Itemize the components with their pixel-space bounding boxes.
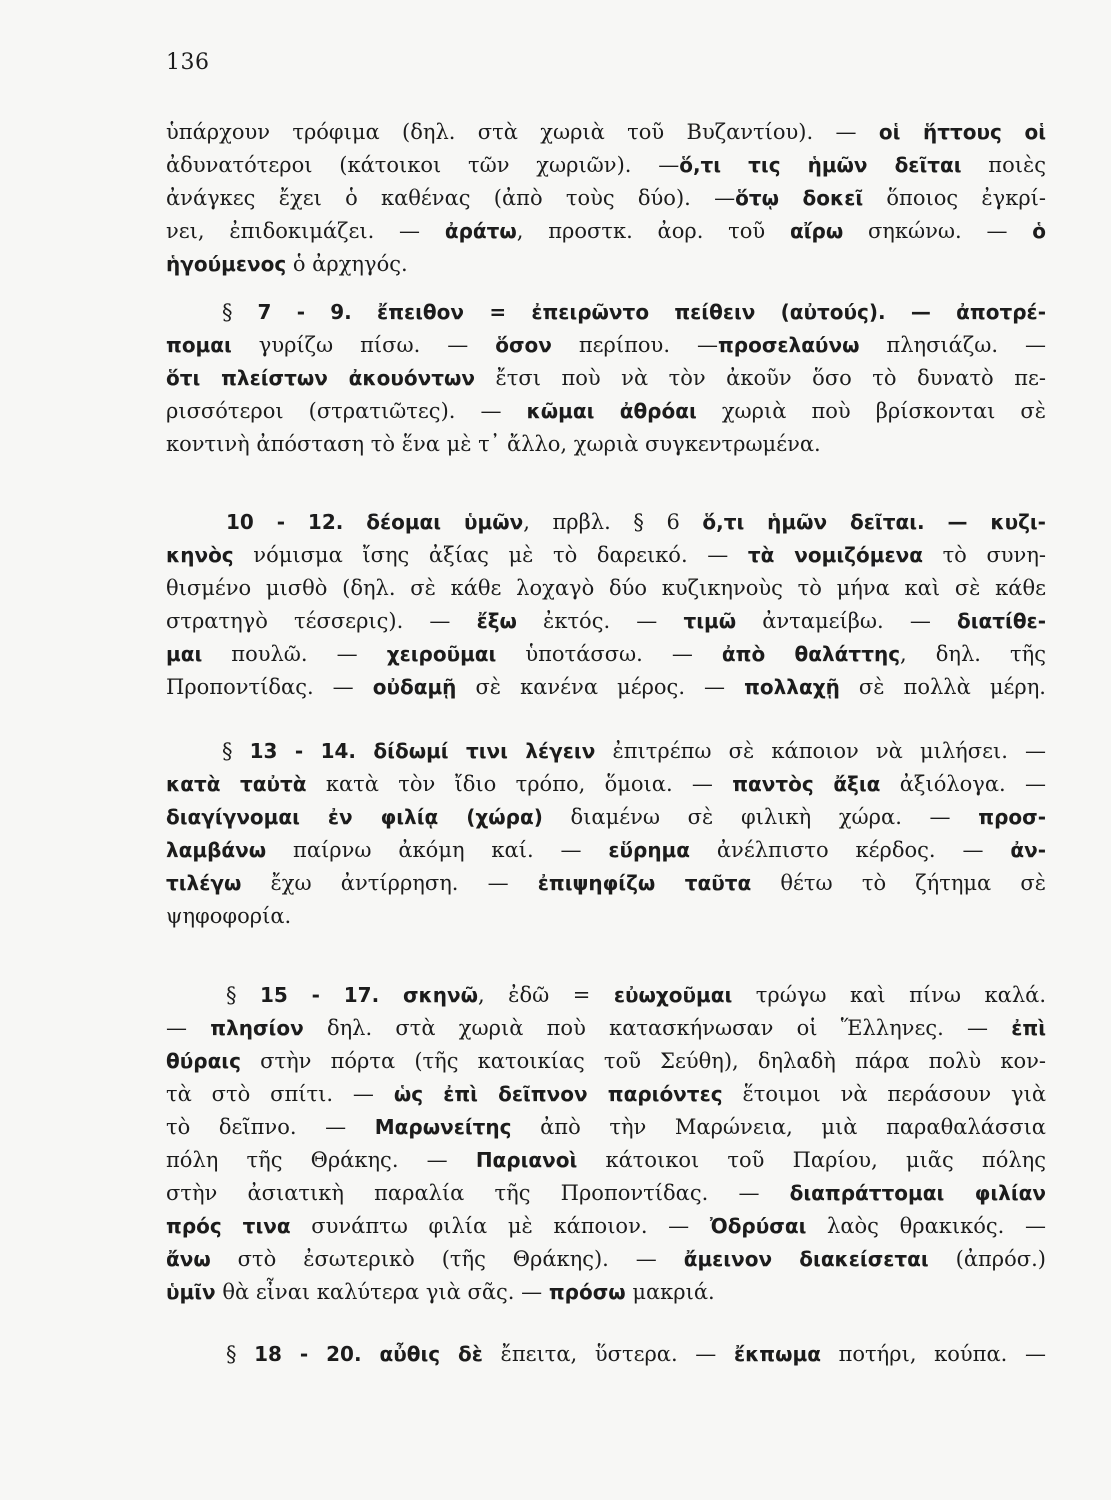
- headword: ὅσον: [495, 333, 552, 357]
- headword: πρός τινα: [166, 1214, 291, 1238]
- text-line: ὅτι πλείστων ἀκουόντων ἔτσι ποὺ νὰ τὸν ἀκοῦν ὅσο τὸ δυνατὸ πε-: [166, 366, 1046, 390]
- text-line: — πλησίον δηλ. στὰ χωριὰ ποὺ κατασκήνωσαν οἱ Ἕλληνες. — ἐπὶ: [166, 1016, 1046, 1040]
- text-line: κοντινὴ ἀπόσταση τὸ ἕνα μὲ τ᾿ ἄλλο, χωριὰ συγκεντρωμένα.: [166, 432, 821, 456]
- text-line: τὸ δεῖπνο. — Μαρωνείτης ἀπὸ τὴν Μαρώνεια, μιὰ παραθαλάσσια: [166, 1115, 1046, 1139]
- headword: ἀν-: [1010, 838, 1046, 862]
- headword: εὐωχοῦμαι: [613, 983, 733, 1007]
- text-line: Προποντίδας. — οὐδαμῇ σὲ κανένα μέρος. — πολλαχῇ σὲ πολλὰ μέρη.: [166, 675, 1046, 699]
- headword: ἔκπωμα: [733, 1342, 821, 1366]
- headword: ὑμῖν: [166, 1280, 216, 1304]
- headword: ὅτι πλείστων ἀκουόντων: [166, 366, 475, 390]
- headword: ὁ: [1032, 219, 1047, 243]
- headword: χειροῦμαι: [386, 642, 497, 666]
- text-line: θισμένο μισθὸ (δηλ. σὲ κάθε λοχαγὸ δύο κυζικηνοὺς τὸ μήνα καὶ σὲ κάθε: [166, 576, 1046, 600]
- headword: διαγίγνομαι ἐν φιλίᾳ (χώρα): [166, 805, 543, 829]
- headword: μαι: [166, 642, 203, 666]
- headword: 7 - 9. ἔπειθον = ἐπειρῶντο πείθειν (αὐτούς). — ἀποτρέ-: [257, 300, 1046, 324]
- headword: ἡγούμενος: [166, 252, 287, 276]
- text-line: μαι πουλῶ. — χειροῦμαι ὑποτάσσω. — ἀπὸ θαλάττης, δηλ. τῆς: [166, 642, 1046, 666]
- headword: πομαι: [166, 333, 232, 357]
- headword: οὐδαμῇ: [372, 675, 457, 699]
- text-line: ὑμῖν θὰ εἶναι καλύτερα γιὰ σᾶς. — πρόσω μακριά.: [166, 1280, 715, 1304]
- headword: ἄνω: [166, 1247, 211, 1271]
- headword: ἀράτω: [444, 219, 517, 243]
- text-line: § 15 - 17. σκηνῶ, ἐδῶ = εὐωχοῦμαι τρώγω καὶ πίνω καλά.: [226, 983, 1046, 1007]
- headword: ἀπὸ θαλάττης: [721, 642, 901, 666]
- headword: ἐπιψηφίζω ταῦτα: [537, 871, 752, 895]
- text-line: § 7 - 9. ἔπειθον = ἐπειρῶντο πείθειν (αὐτούς). — ἀποτρέ-: [222, 300, 1046, 324]
- text-line: ἄνω στὸ ἐσωτερικὸ (τῆς Θράκης). — ἄμεινον διακείσεται (ἀπρόσ.): [166, 1247, 1046, 1271]
- text-line: τιλέγω ἔχω ἀντίρρηση. — ἐπιψηφίζω ταῦτα θέτω τὸ ζήτημα σὲ: [166, 871, 1047, 895]
- text-line: πόλη τῆς Θράκης. — Παριανοὶ κάτοικοι τοῦ Παρίου, μιᾶς πόλης: [166, 1148, 1046, 1172]
- headword: κατὰ ταὐτὰ: [166, 772, 307, 796]
- headword: τιλέγω: [166, 871, 242, 895]
- headword: ἐπὶ: [1011, 1016, 1046, 1040]
- headword: ὅ,τι ἡμῶν δεῖται. — κυζι-: [702, 510, 1046, 534]
- text-line: 10 - 12. δέομαι ὑμῶν, πρβλ. § 6 ὅ,τι ἡμῶν δεῖται. — κυζι-: [226, 510, 1046, 534]
- headword: αἴρω: [789, 219, 844, 243]
- headword: ὅτῳ δοκεῖ: [735, 186, 864, 210]
- text-line: ὑπάρχουν τρόφιμα (δηλ. στὰ χωριὰ τοῦ Βυζαντίου). — οἱ ἥττους οἱ: [166, 120, 1046, 144]
- headword: κῶμαι ἀθρόαι: [526, 399, 697, 423]
- headword: 15 - 17. σκηνῶ: [260, 983, 478, 1007]
- headword: εὕρημα: [608, 838, 691, 862]
- headword: διαπράττομαι φιλίαν: [789, 1181, 1046, 1205]
- headword: Παριανοὶ: [475, 1148, 578, 1172]
- headword: προσ-: [978, 805, 1047, 829]
- text-line: στρατηγὸ τέσσερις). — ἔξω ἐκτός. — τιμῶ ἀνταμείβω. — διατίθε-: [166, 609, 1046, 633]
- text-line: ἀδυνατότεροι (κάτοικοι τῶν χωριῶν). —ὅ,τι τις ἡμῶν δεῖται ποιὲς: [166, 153, 1047, 177]
- text-line: πρός τινα συνάπτω φιλία μὲ κάποιον. — Ὀδρύσαι λαὸς θρακικός. —: [166, 1214, 1047, 1238]
- text-line: § 13 - 14. δίδωμί τινι λέγειν ἐπιτρέπω σὲ κάποιον νὰ μιλήσει. —: [222, 739, 1046, 763]
- text-line: στὴν ἀσιατικὴ παραλία τῆς Προποντίδας. — διαπράττομαι φιλίαν: [166, 1181, 1046, 1205]
- headword: πολλαχῇ: [744, 675, 840, 699]
- page-number: 136: [166, 50, 210, 75]
- headword: 18 - 20. αὖθις δὲ: [254, 1342, 483, 1366]
- headword: τὰ νομιζόμενα: [747, 543, 923, 567]
- headword: Ὀδρύσαι: [709, 1214, 807, 1238]
- headword: 13 - 14. δίδωμί τινι λέγειν: [249, 739, 596, 763]
- headword: πλησίον: [210, 1016, 304, 1040]
- headword: τιμῶ: [683, 609, 737, 633]
- headword: πρόσω: [548, 1280, 626, 1304]
- text-line: τὰ στὸ σπίτι. — ὡς ἐπὶ δεῖπνον παριόντες ἕτοιμοι νὰ περάσουν γιὰ: [166, 1082, 1046, 1106]
- headword: ἔξω: [476, 609, 517, 633]
- text-line: ψηφοφορία.: [166, 904, 292, 928]
- headword: παντὸς ἄξια: [732, 772, 881, 796]
- text-line: νει, ἐπιδοκιμάζει. — ἀράτω, προστκ. ἀορ. τοῦ αἴρω σηκώνω. — ὁ: [166, 219, 1047, 243]
- headword: ἄμεινον διακείσεται: [683, 1247, 929, 1271]
- text-line: κατὰ ταὐτὰ κατὰ τὸν ἴδιο τρόπο, ὅμοια. — παντὸς ἄξια ἀξιόλογα. —: [166, 772, 1046, 796]
- headword: 10 - 12. δέομαι ὑμῶν: [226, 510, 524, 534]
- text-line: πομαι γυρίζω πίσω. — ὅσον περίπου. —προσελαύνω πλησιάζω. —: [166, 333, 1046, 357]
- text-line: διαγίγνομαι ἐν φιλίᾳ (χώρα) διαμένω σὲ φιλικὴ χώρα. — προσ-: [166, 805, 1047, 829]
- text-line: λαμβάνω παίρνω ἀκόμη καί. — εὕρημα ἀνέλπιστο κέρδος. — ἀν-: [166, 838, 1046, 862]
- headword: θύραις: [166, 1049, 241, 1073]
- text-line: § 18 - 20. αὖθις δὲ ἔπειτα, ὕστερα. — ἔκπωμα ποτήρι, κούπα. —: [226, 1342, 1046, 1366]
- headword: ὡς ἐπὶ δεῖπνον παριόντες: [393, 1082, 723, 1106]
- text-line: θύραις στὴν πόρτα (τῆς κατοικίας τοῦ Σεύθη), δηλαδὴ πάρα πολὺ κον-: [166, 1049, 1046, 1073]
- headword: προσελαύνω: [717, 333, 860, 357]
- text-line: ἀνάγκες ἔχει ὁ καθένας (ἀπὸ τοὺς δύο). —ὅτῳ δοκεῖ ὅποιος ἐγκρί-: [166, 186, 1047, 210]
- headword: οἱ ἥττους οἱ: [878, 120, 1046, 144]
- headword: Μαρωνείτης: [374, 1115, 512, 1139]
- text-line: κηνὸς νόμισμα ἴσης ἀξίας μὲ τὸ δαρεικό. — τὰ νομιζόμενα τὸ συνη-: [166, 543, 1046, 567]
- headword: ὅ,τι τις ἡμῶν δεῖται: [679, 153, 962, 177]
- headword: λαμβάνω: [166, 838, 267, 862]
- headword: διατίθε-: [956, 609, 1046, 633]
- text-line: ἡγούμενος ὁ ἀρχηγός.: [166, 252, 408, 276]
- headword: κηνὸς: [166, 543, 234, 567]
- text-line: ρισσότεροι (στρατιῶτες). — κῶμαι ἀθρόαι χωριὰ ποὺ βρίσκονται σὲ: [166, 399, 1047, 423]
